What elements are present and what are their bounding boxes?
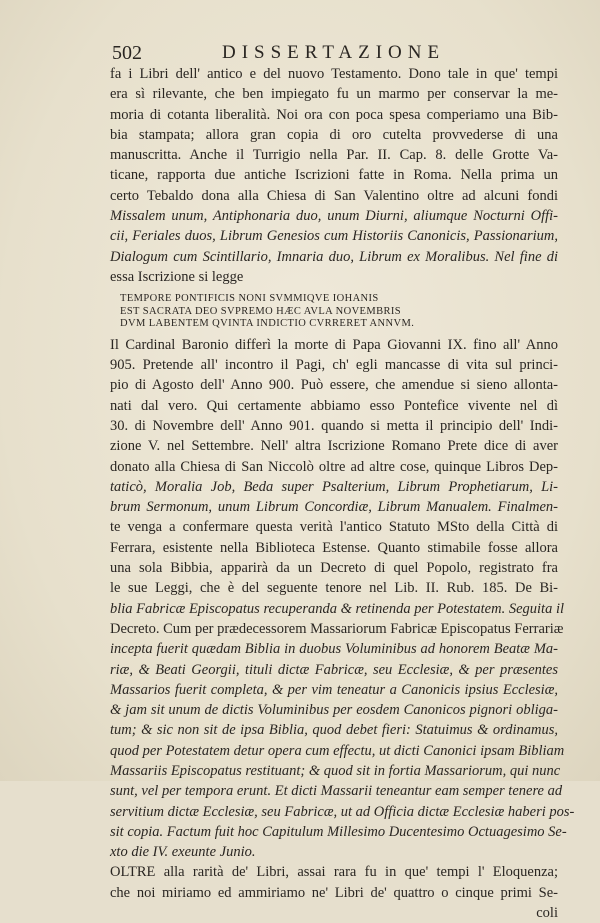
page-header [112, 42, 512, 66]
inscription-line: TEMPORE PONTIFICIS NONI SVMMIQVE IOHANIS [120, 293, 379, 305]
text-line: cii, Feriales duos, Librum Genesios cum Historiis Canonicis, Passionarium, [110, 228, 558, 245]
text-line: Dialogum cum Scintillario, Imnaria duo, Librum ex Moralibus. Nel fine di [110, 248, 558, 265]
inscription-block [120, 293, 558, 331]
text-line: & jam sit unum de dictis Voluminibus per eosdem Canonicos pignori obliga- [110, 702, 558, 719]
text-line: xto die IV. exeunte Junio. [110, 844, 256, 861]
text-line: servitium dictæ Ecclesiæ, seu Fabricæ, ut ad Officia dictæ Ecclesiæ haberi pos- [110, 803, 575, 820]
text-line: le sue Leggi, che è del seguente tenore nel Lib. II. Rub. 185. De Bi- [110, 580, 558, 597]
paragraph-2 [110, 335, 575, 863]
text-line: zione V. nel Settembre. Nell' altra Iscrizione Romano Prete dice di aver [110, 438, 558, 455]
text-line: era sì rilevante, che ben impiegato fu un marmo per conservar la me- [110, 86, 558, 103]
text-line: Massarios fuerit completa, & per vim teneatur a Canonicis ipsius Ecclesiæ, [110, 681, 558, 698]
text-line: OLTRE alla rarità de' Libri, assai rara fu in que' tempi l' Eloquenza; [110, 864, 558, 881]
text-line: blia Fabricæ Episcopatus recuperanda & retinenda per Potestatem. Seguita il [110, 600, 565, 617]
text-line: riæ, & Beati Georgii, tituli dictæ Fabricæ, seu Ecclesiæ, & per præsentes [110, 661, 558, 678]
paragraph-3 [110, 862, 558, 923]
running-title: DISSERTAZIONE [222, 42, 446, 63]
text-line: quod per Potestatem detur opera cum effectu, ut dicti Canonici ipsam Bibliam [110, 742, 565, 759]
text-line: Il Cardinal Baronio differì la morte di Papa Giovanni IX. fino all' Anno [110, 336, 558, 353]
text-line: coli [536, 905, 558, 922]
text-line: ticane, rapporta due antiche Iscrizioni fatte in Roma. Nella prima un [110, 167, 558, 184]
text-line: fa i Libri dell' antico e del nuovo Testamento. Dono tale in que' tempi [110, 66, 558, 82]
text-line: brum Sermonum, unum Librum Concordiæ, Librum Manualem. Finalmen- [110, 499, 558, 516]
text-line: Massariis Episcopatus restituant; & quod sit in fortia Massariorum, qui nunc [110, 763, 561, 779]
text-line: 30. di Novembre dell' Anno 901. quando si metta il principio dell' Indi- [110, 417, 558, 434]
text-line: sit copia. Factum fuit hoc Capitulum Millesimo Ducentesimo Octuagesimo Se- [110, 823, 567, 840]
paragraph-1 [110, 64, 558, 287]
text-line: pio di Agosto dell' Anno 900. Può essere, che amendue si sieno allonta- [110, 377, 558, 394]
text-line: che noi miriamo ed ammiriamo ne' Libri de' quattro o cinque primi Se- [110, 884, 558, 901]
text-line: taticò, Moralia Job, Beda super Psalterium, Librum Prophetiarum, Li- [110, 478, 558, 495]
text-line: Decreto. Cum per prædecessorem Massariorum Fabricæ Episcopatus Ferrariæ [110, 620, 564, 637]
text-line: nati dal vero. Qui certamente abbiamo esso Pontefice vivente nel dì [110, 397, 558, 414]
text-line: Ferrara, esistente nella Biblioteca Estense. Quanto stimabile fosse allora [110, 539, 558, 556]
text-line: incepta fuerit quædam Biblia in duobus Voluminibus ad honorem Beatæ Ma- [110, 641, 558, 658]
text-line: sunt, vel per tempora erunt. Et dicti Massarii teneantur eam semper tenere ad [110, 783, 563, 800]
text-line: donato alla Chiesa di San Niccolò oltre ad altre cose, quinque Libros Dep- [110, 458, 558, 475]
text-line: essa Iscrizione si legge [110, 268, 244, 285]
text-line: moria di cotanta liberalità. Noi ora con poca spesa comperiamo una Bib- [110, 106, 558, 123]
text-line: tum; & sic non sit de ipsa Biblia, quod debet fieri: Statuimus & ordinamus, [110, 722, 558, 739]
inscription-line: EST SACRATA DEO SVPREMO HÆC AVLA NOVEMBRIS [120, 305, 402, 317]
text-line: te venga a confermare questa verità l'antico Statuto MSto della Città di [110, 519, 558, 536]
inscription-line: DVM LABENTEM QVINTA INDICTIO CVRRERET ANNVM. [120, 318, 415, 330]
text-line: una sola Bibbia, apparirà da un Decreto di quel Popolo, registrato fra [110, 560, 558, 577]
text-line: certo Tebaldo dona alla Chiesa di San Valentino oltre ad alcuni fondi [110, 187, 558, 204]
text-line: Missalem unum, Antiphonaria duo, unum Diurni, aliumque Nocturni Offi- [110, 208, 558, 225]
page-body [110, 64, 575, 923]
page-number: 502 [112, 42, 142, 64]
text-line: manuscritta. Anche il Turrigio nella Par. II. Cap. 8. delle Grotte Va- [110, 147, 558, 164]
text-line: bia stampata; allora gran copia di oro cutelta provvederse di una [110, 126, 558, 143]
text-line: 905. Pretende all' incontro il Pagi, ch' egli mancasse di vita sul princi- [110, 357, 558, 374]
